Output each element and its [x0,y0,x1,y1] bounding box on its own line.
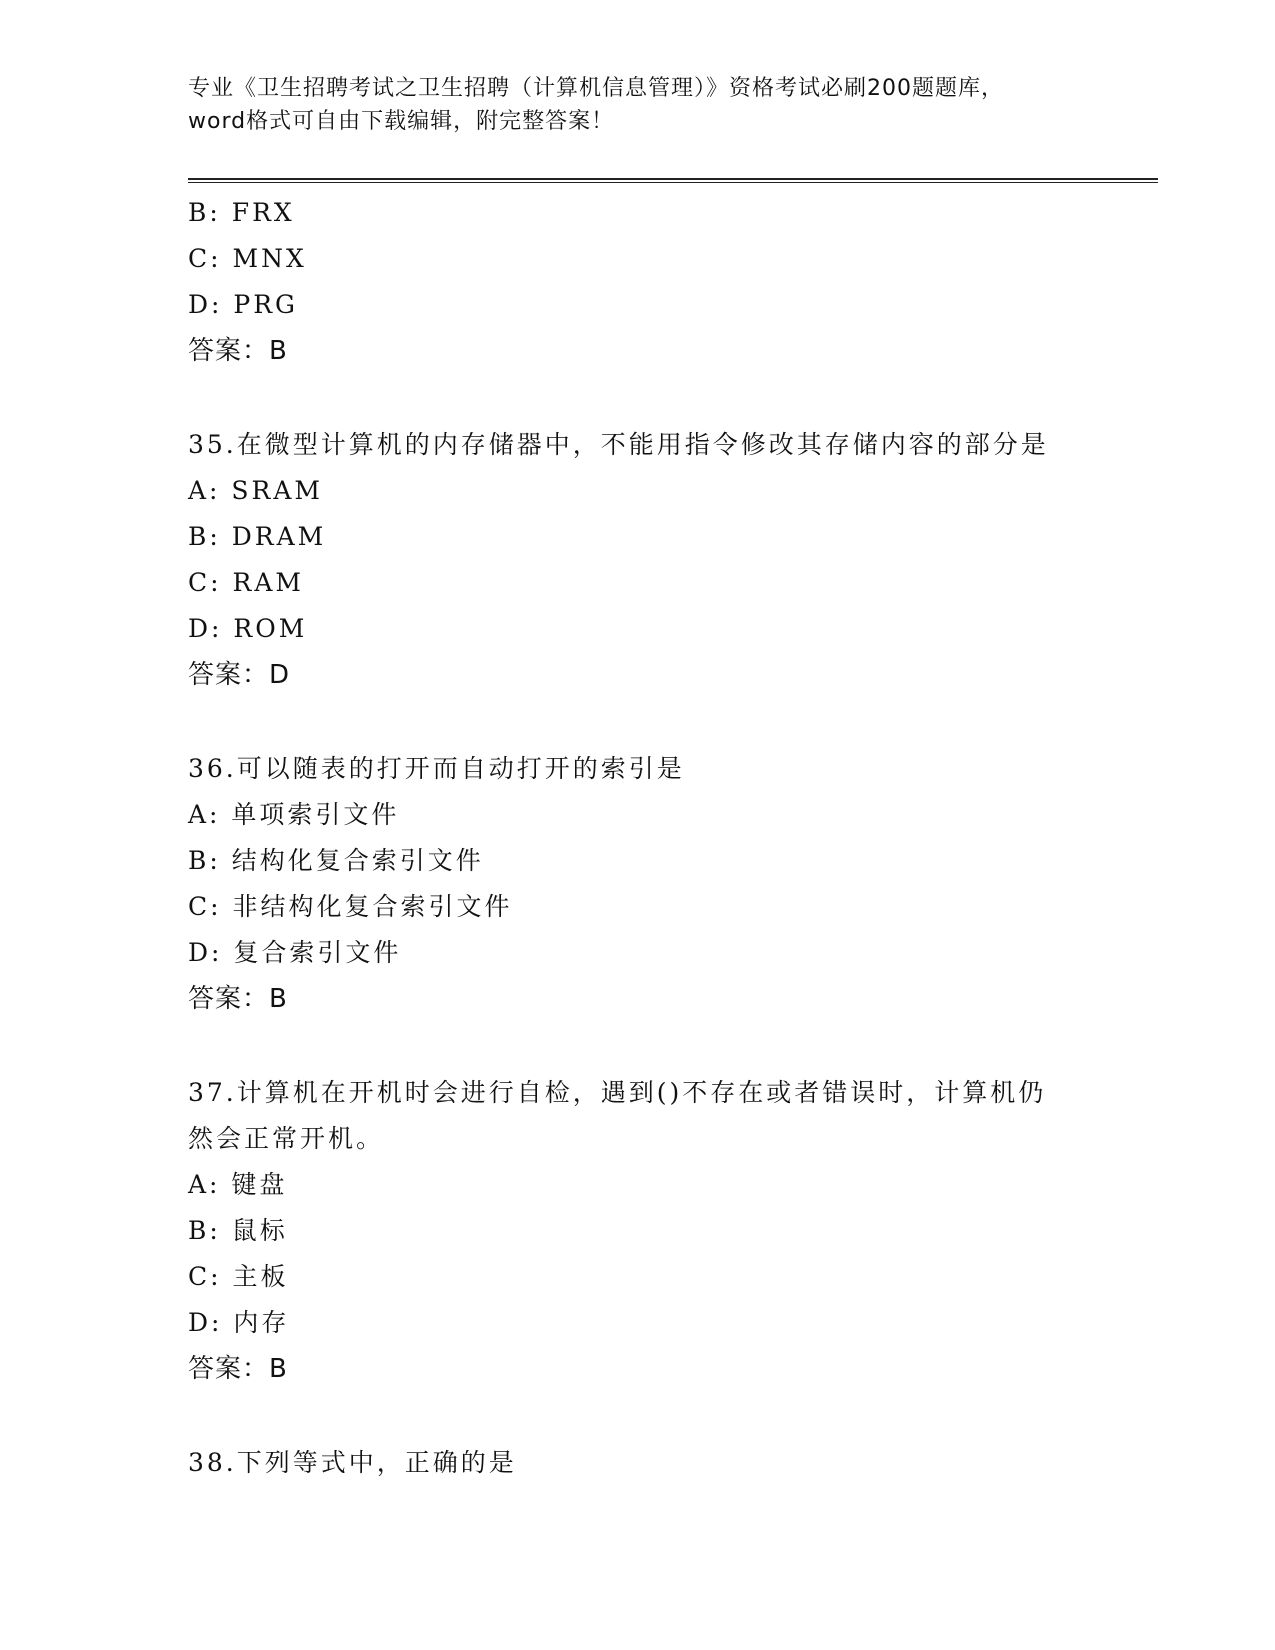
option-d: D: ROM [188,614,308,643]
option-a: A: 键盘 [188,1170,288,1199]
option-c: C: MNX [188,244,307,273]
answer: 答案：D [188,660,291,690]
option-a: A: SRAM [188,476,324,505]
question-stem: 38.下列等式中，正确的是 [188,1448,517,1477]
question-stem: 36.可以随表的打开而自动打开的索引是 [188,754,685,783]
option-b: B: FRX [188,198,295,227]
question-list [188,190,1088,1486]
question-35 [188,422,1088,698]
option-c: C: RAM [188,568,304,597]
option-b: B: DRAM [188,522,327,551]
question-38 [188,1440,1088,1486]
question-stem-line-1: 37.计算机在开机时会进行自检，遇到()不存在或者错误时，计算机仍 [188,1078,1047,1107]
header-line-1: 专业《卫生招聘考试之卫生招聘（计算机信息管理）》资格考试必刷200题题库， [188,76,1004,101]
answer: 答案：B [188,336,288,366]
option-d: D: PRG [188,290,299,319]
option-a: A: 单项索引文件 [188,800,400,829]
question-34 [188,190,1088,374]
question-stem-line-2: 然会正常开机。 [188,1124,385,1153]
option-c: C: 主板 [188,1262,289,1291]
document-header [188,72,1088,138]
question-stem: 35.在微型计算机的内存储器中，不能用指令修改其存储内容的部分是 [188,430,1049,459]
option-c: C: 非结构化复合索引文件 [188,892,513,921]
header-line-2: word格式可自由下载编辑，附完整答案！ [188,109,615,134]
question-36 [188,746,1088,1022]
question-37 [188,1070,1088,1392]
option-d: D: 复合索引文件 [188,938,402,967]
answer: 答案：B [188,1354,288,1384]
option-d: D: 内存 [188,1308,290,1337]
answer: 答案：B [188,984,288,1014]
option-b: B: 结构化复合索引文件 [188,846,484,875]
header-divider [188,178,1158,183]
option-b: B: 鼠标 [188,1216,288,1245]
